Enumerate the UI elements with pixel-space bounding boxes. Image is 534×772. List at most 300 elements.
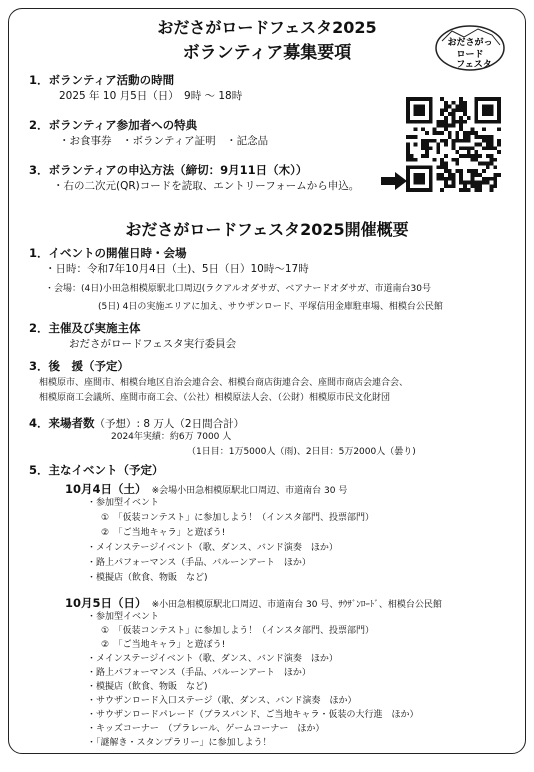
qr-module [490,177,494,181]
qr-module [444,169,448,173]
qr-module [482,177,486,181]
qr-module [429,116,433,120]
qr-module [459,101,463,105]
day1-date: 10月4日（土） [65,482,147,496]
qr-module [440,131,444,135]
outline-heading-3: 3．後 援（予定） [29,359,130,373]
qr-module [425,165,429,169]
qr-module [497,108,501,112]
qr-module [436,146,440,150]
qr-module [429,173,433,177]
qr-module [467,146,471,150]
outline-heading-4: 4．来場者数 [29,416,95,430]
event-venue-day2: (5日) 4日の実施エリアに加え、サウザンロード、平塚信用金庫駐車場、相模台公民館 [98,302,443,312]
qr-module [421,120,425,124]
qr-module [414,135,418,139]
qr-module [490,139,494,143]
qr-module [425,143,429,147]
qr-module [436,120,440,124]
qr-module [429,165,433,169]
qr-module [474,135,478,139]
qr-module [471,146,475,150]
qr-module [486,112,490,116]
vol-heading-1: 1．ボランティア活動の時間 [29,73,175,87]
day2-item-4: ・メインステージイベント（歌、ダンス、バンド演奏 ほか） [87,654,338,664]
qr-module [471,131,475,135]
qr-module [452,184,456,188]
qr-code[interactable] [406,97,501,192]
qr-module [410,154,414,158]
qr-module [493,173,497,177]
day1-item-3: ② 「ご当地キャラ」と遊ぼう! [101,528,226,538]
sponsors-line-1: 相模原市、座間市、相模台地区自治会連合会、相模台商店街連合会、座間市商店会連合会、 [39,378,409,388]
qr-module [429,169,433,173]
qr-module [455,105,459,109]
qr-module [429,188,433,192]
attendance-forecast: （予想）: 8 万人（2日間合計） [94,418,245,430]
qr-module [440,173,444,177]
qr-module [471,173,475,177]
qr-module [414,108,418,112]
qr-module [467,150,471,154]
outline-heading-5: 5．主なイベント（予定） [29,463,164,477]
organizer: おださがロードフェスタ実行委員会 [69,338,237,350]
day2-item-9: ・キッズコーナー （プラレール、ゲームコーナー ほか） [87,724,325,734]
qr-module [448,135,452,139]
qr-module [474,105,478,109]
qr-module [478,181,482,185]
qr-module [452,112,456,116]
qr-module [429,101,433,105]
qr-module [478,184,482,188]
qr-module [452,120,456,124]
qr-module [406,97,410,101]
vol-benefits: ・お食事券 ・ボランティア証明 ・記念品 [59,135,269,147]
qr-module [490,135,494,139]
qr-module [436,177,440,181]
qr-module [406,120,410,124]
qr-module [490,120,494,124]
qr-module [421,143,425,147]
qr-module [463,105,467,109]
qr-module [459,116,463,120]
qr-module [486,120,490,124]
qr-module [459,188,463,192]
qr-module [444,108,448,112]
qr-module [414,97,418,101]
qr-module [463,131,467,135]
qr-module [448,112,452,116]
day1-item-4: ・メインステージイベント（歌、ダンス、バンド演奏 ほか） [87,543,338,553]
qr-module [482,120,486,124]
arrow-right-icon [381,172,407,190]
day2-place: ※小田急相模原駅北口周辺、市道南台 30 号、ｻｳｻﾞﾝﾛｰﾄﾞ、相模台公民館 [151,600,442,610]
day2-item-10: ・「謎解き・スタンプラリー」に参加しよう！ [87,738,272,748]
qr-module [421,181,425,185]
qr-module [429,105,433,109]
qr-module [417,188,421,192]
qr-module [452,124,456,128]
flyer-page [8,8,526,754]
qr-module [486,108,490,112]
qr-module [474,112,478,116]
qr-module [490,184,494,188]
qr-module [455,108,459,112]
day2-item-3: ② 「ご当地キャラ」と遊ぼう! [101,640,226,650]
qr-module [414,120,418,124]
qr-module [497,101,501,105]
qr-module [493,120,497,124]
qr-module [455,169,459,173]
qr-module [463,146,467,150]
qr-module [459,177,463,181]
day2-item-1: ・参加型イベント [87,612,160,622]
qr-module [474,173,478,177]
qr-module [425,97,429,101]
qr-module [425,120,429,124]
qr-module [490,146,494,150]
qr-module [448,177,452,181]
qr-module [436,131,440,135]
qr-module [486,139,490,143]
outline-heading-1: 1．イベントの開催日時・会場 [29,246,187,260]
qr-module [482,108,486,112]
qr-module [486,135,490,139]
qr-module [490,188,494,192]
qr-module [421,105,425,109]
qr-module [417,177,421,181]
qr-module [459,181,463,185]
qr-module [406,169,410,173]
qr-module [497,105,501,109]
qr-module [490,108,494,112]
qr-module [486,143,490,147]
qr-module [414,105,418,109]
qr-module [421,188,425,192]
qr-module [463,139,467,143]
qr-module [474,101,478,105]
qr-module [440,139,444,143]
qr-module [486,97,490,101]
qr-module [406,105,410,109]
qr-module [429,146,433,150]
qr-module [414,127,418,131]
qr-module [478,135,482,139]
qr-module [452,158,456,162]
qr-module [459,173,463,177]
qr-module [478,188,482,192]
day1-item-1: ・参加型イベント [87,498,160,508]
qr-module [474,184,478,188]
qr-module [471,154,475,158]
qr-module [474,154,478,158]
qr-module [433,158,437,162]
qr-module [493,158,497,162]
qr-module [414,165,418,169]
day1-place: ※会場小田急相模原駅北口周辺、市道南台 30 号 [151,486,348,496]
qr-module [421,146,425,150]
qr-module [463,135,467,139]
qr-module [444,116,448,120]
qr-module [448,169,452,173]
qr-module [471,158,475,162]
vol-apply: ・右の二次元(QR)コードを読取、エントリーフォームから申込。 [53,180,360,192]
qr-module [444,165,448,169]
qr-module [421,165,425,169]
qr-module [482,162,486,166]
qr-module [448,173,452,177]
qr-module [463,112,467,116]
qr-module [444,184,448,188]
qr-module [459,105,463,109]
day1-item-2: ① 「仮装コンテスト」に参加しよう！（インスタ部門、投票部門） [101,513,374,523]
qr-module [455,158,459,162]
qr-module [414,173,418,177]
qr-module [493,146,497,150]
qr-module [482,127,486,131]
qr-module [444,143,448,147]
qr-module [467,169,471,173]
qr-module [425,139,429,143]
qr-module [448,131,452,135]
qr-module [417,112,421,116]
qr-module [433,139,437,143]
day2-item-5: ・路上パフォーマンス（手品、バルーンアート ほか） [87,668,311,678]
qr-module [490,112,494,116]
qr-module [425,154,429,158]
qr-module [490,158,494,162]
qr-module [440,158,444,162]
qr-module [452,173,456,177]
qr-module [497,127,501,131]
qr-module [482,105,486,109]
qr-module [429,108,433,112]
qr-module [467,154,471,158]
qr-module [417,181,421,185]
qr-module [474,116,478,120]
qr-module [421,177,425,181]
qr-module [474,188,478,192]
qr-module [444,177,448,181]
outline-title: おださがロードフェスタ2025開催概要 [125,220,409,239]
qr-module [455,162,459,166]
flyer-title: おださがロードフェスタ2025 [157,18,377,37]
qr-module [497,150,501,154]
qr-module [406,135,410,139]
qr-module [463,181,467,185]
qr-module [421,127,425,131]
qr-module [459,154,463,158]
qr-module [429,97,433,101]
qr-module [459,97,463,101]
qr-module [444,139,448,143]
qr-module [425,131,429,135]
qr-module [467,116,471,120]
qr-module [463,184,467,188]
qr-module [452,143,456,147]
qr-module [463,154,467,158]
qr-module [482,139,486,143]
event-datetime: ・日時：令和7年10月4日（土)、5日（日）10時～17時 [45,263,309,275]
qr-module [444,162,448,166]
qr-module [444,154,448,158]
qr-module [452,177,456,181]
qr-module [406,177,410,181]
qr-module [425,150,429,154]
qr-module [467,188,471,192]
qr-module [474,120,478,124]
qr-module [440,188,444,192]
qr-module [474,150,478,154]
qr-module [406,165,410,169]
qr-module [414,188,418,192]
qr-module [406,158,410,162]
qr-module [497,112,501,116]
qr-module [459,169,463,173]
qr-module [406,146,410,150]
qr-module [406,143,410,147]
qr-module [467,139,471,143]
qr-module [444,124,448,128]
qr-module [463,120,467,124]
qr-module [497,97,501,101]
event-venue-day1: ・会場：(4日)小田急相模原駅北口周辺(ラクアルオダサガ、ベアナードオダサガ、市道南台30号 [45,284,432,294]
qr-module [490,154,494,158]
qr-module [444,120,448,124]
qr-module [486,154,490,158]
qr-module [410,158,414,162]
qr-module [414,112,418,116]
qr-module [459,127,463,131]
qr-module [417,105,421,109]
qr-module [417,120,421,124]
qr-module [406,188,410,192]
qr-module [497,116,501,120]
qr-module [474,131,478,135]
flyer-subtitle: ボランティア募集要項 [182,43,352,63]
festa-logo [434,23,506,73]
qr-module [497,173,501,177]
qr-module [414,158,418,162]
qr-module [429,177,433,181]
qr-module [463,188,467,192]
day1-item-6: ・模擬店（飲食、物販 など) [87,573,208,583]
qr-module [471,127,475,131]
qr-module [410,97,414,101]
qr-module [448,124,452,128]
qr-module [455,139,459,143]
qr-module [497,120,501,124]
qr-module [429,181,433,185]
qr-module [410,165,414,169]
qr-module [406,108,410,112]
qr-module [459,124,463,128]
qr-module [406,173,410,177]
qr-module [436,143,440,147]
qr-module [459,146,463,150]
qr-module [414,181,418,185]
qr-module [433,127,437,131]
qr-module [440,162,444,166]
qr-module [406,181,410,185]
qr-module [421,112,425,116]
qr-module [482,146,486,150]
qr-module [478,120,482,124]
qr-module [474,97,478,101]
qr-module [444,127,448,131]
qr-module [410,120,414,124]
qr-module [486,105,490,109]
vol-time: 2025 年 10 月5日（日） 9時 ～ 18時 [59,90,243,102]
qr-module [436,150,440,154]
svg-text:ロード: ロード [456,50,484,60]
day2-item-6: ・模擬店（飲食、物販 など) [87,682,208,692]
qr-module [444,105,448,109]
qr-module [493,177,497,181]
qr-module [448,105,452,109]
qr-module [440,124,444,128]
qr-module [493,181,497,185]
qr-module [406,101,410,105]
qr-module [429,112,433,116]
qr-module [463,108,467,112]
qr-module [406,150,410,154]
qr-module [421,154,425,158]
qr-module [467,135,471,139]
qr-module [486,177,490,181]
qr-module [493,165,497,169]
qr-module [490,162,494,166]
qr-module [471,177,475,181]
qr-module [486,181,490,185]
vol-heading-3: 3．ボランティアの申込方法（締切：9月11日（木）） [29,163,308,177]
day2-item-2: ① 「仮装コンテスト」に参加しよう！（インスタ部門、投票部門） [101,626,374,636]
qr-module [455,150,459,154]
qr-module [459,120,463,124]
qr-module [478,162,482,166]
qr-module [478,97,482,101]
qr-module [417,97,421,101]
outline-heading-2: 2．主催及び実施主体 [29,321,141,335]
qr-module [406,184,410,188]
qr-module [474,143,478,147]
qr-module [440,177,444,181]
qr-module [463,101,467,105]
qr-module [436,165,440,169]
qr-module [478,154,482,158]
day2-date: 10月5日（日） [65,596,147,610]
qr-module [482,181,486,185]
qr-module [440,108,444,112]
qr-module [486,162,490,166]
vol-heading-2: 2．ボランティア参加者への特典 [29,118,198,132]
qr-module [467,181,471,185]
qr-module [440,165,444,169]
qr-module [448,184,452,188]
qr-module [440,120,444,124]
qr-module [486,165,490,169]
qr-module [474,108,478,112]
qr-module [467,131,471,135]
qr-module [421,97,425,101]
qr-module [429,139,433,143]
qr-module [406,116,410,120]
qr-module [410,188,414,192]
qr-module [471,169,475,173]
qr-module [417,165,421,169]
qr-module [414,143,418,147]
qr-module [429,184,433,188]
